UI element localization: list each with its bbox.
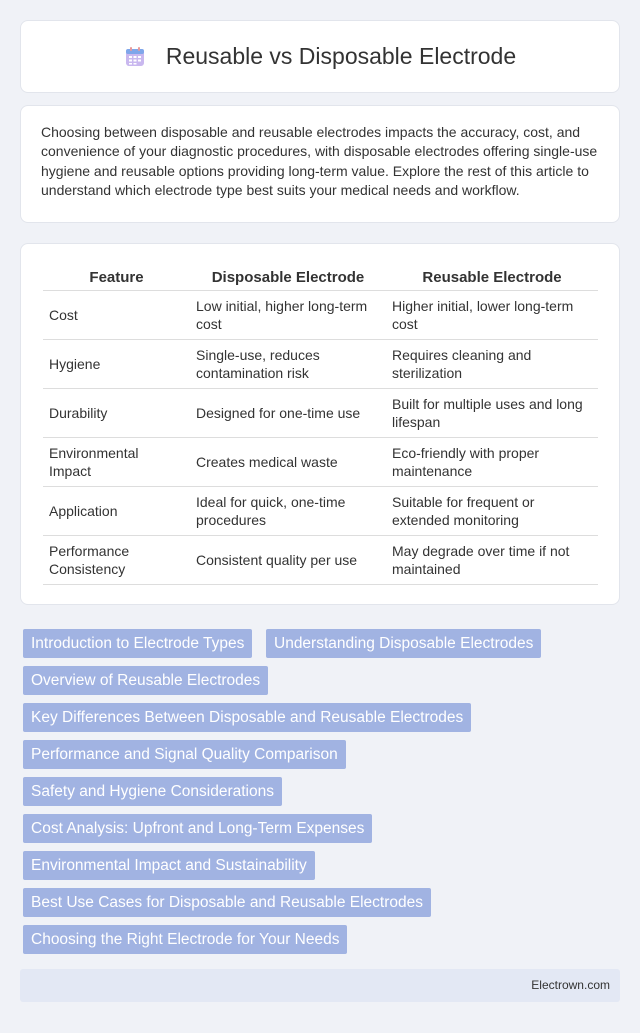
- title-card: [20, 20, 620, 93]
- topic-link-disposable[interactable]: Understanding Disposable Electrodes: [266, 629, 541, 658]
- page-title: Reusable vs Disposable Electrode: [165, 43, 517, 69]
- table-cell-reusable: Requires cleaning and sterilization: [386, 340, 598, 389]
- table-cell-disposable: Designed for one-time use: [190, 389, 386, 438]
- table-cell-feature: Cost: [43, 291, 190, 340]
- table-cell-disposable: Ideal for quick, one-time procedures: [190, 487, 386, 536]
- table-row: [43, 389, 598, 438]
- table-cell-disposable: Single-use, reduces contamination risk: [190, 340, 386, 389]
- table-cell-feature: Performance Consistency: [43, 536, 190, 585]
- comparison-table: [43, 264, 598, 585]
- topic-link-performance[interactable]: Performance and Signal Quality Comparison: [23, 740, 346, 769]
- table-cell-feature: Hygiene: [43, 340, 190, 389]
- topic-link-safety-hygiene[interactable]: Safety and Hygiene Considerations: [23, 777, 282, 806]
- column-header-feature: Feature: [43, 264, 190, 291]
- intro-card: [20, 105, 620, 223]
- table-row: [43, 291, 598, 340]
- column-header-disposable: Disposable Electrode: [190, 264, 386, 291]
- topic-link-cost-analysis[interactable]: Cost Analysis: Upfront and Long-Term Expenses: [23, 814, 372, 843]
- topic-link-environmental[interactable]: Environmental Impact and Sustainability: [23, 851, 315, 880]
- topic-link-best-use-cases[interactable]: Best Use Cases for Disposable and Reusable Electrodes: [23, 888, 431, 917]
- calendar-icon: [124, 46, 146, 68]
- table-row: [43, 438, 598, 487]
- table-cell-feature: Application: [43, 487, 190, 536]
- table-header-row: [43, 264, 598, 291]
- table-cell-disposable: Consistent quality per use: [190, 536, 386, 585]
- intro-text: Choosing between disposable and reusable electrodes impacts the accuracy, cost, and convenience of your diagnostic procedures, with disposable electrodes offering single-use hygiene and reusable options providing long-term value. Explore the rest of this article to understand which electrode type best suits your medical needs and workflow.: [41, 124, 598, 199]
- footer: [20, 969, 620, 1002]
- table-cell-reusable: Suitable for frequent or extended monitoring: [386, 487, 598, 536]
- table-cell-disposable: Low initial, higher long-term cost: [190, 291, 386, 340]
- table-cell-reusable: Built for multiple uses and long lifespan: [386, 389, 598, 438]
- table-row: [43, 536, 598, 585]
- table-cell-disposable: Creates medical waste: [190, 438, 386, 487]
- footer-site-name: Electrown.com: [531, 978, 610, 992]
- table-cell-feature: Environmental Impact: [43, 438, 190, 487]
- table-cell-reusable: Eco-friendly with proper maintenance: [386, 438, 598, 487]
- table-cell-reusable: Higher initial, lower long-term cost: [386, 291, 598, 340]
- topic-link-reusable-overview[interactable]: Overview of Reusable Electrodes: [23, 666, 268, 695]
- table-cell-feature: Durability: [43, 389, 190, 438]
- table-cell-reusable: May degrade over time if not maintained: [386, 536, 598, 585]
- table-row: [43, 340, 598, 389]
- topic-link-introduction[interactable]: Introduction to Electrode Types: [23, 629, 252, 658]
- topic-link-choosing[interactable]: Choosing the Right Electrode for Your Needs: [23, 925, 347, 954]
- topic-link-key-differences[interactable]: Key Differences Between Disposable and Reusable Electrodes: [23, 703, 471, 732]
- column-header-reusable: Reusable Electrode: [386, 264, 598, 291]
- table-row: [43, 487, 598, 536]
- comparison-table-card: [20, 243, 620, 605]
